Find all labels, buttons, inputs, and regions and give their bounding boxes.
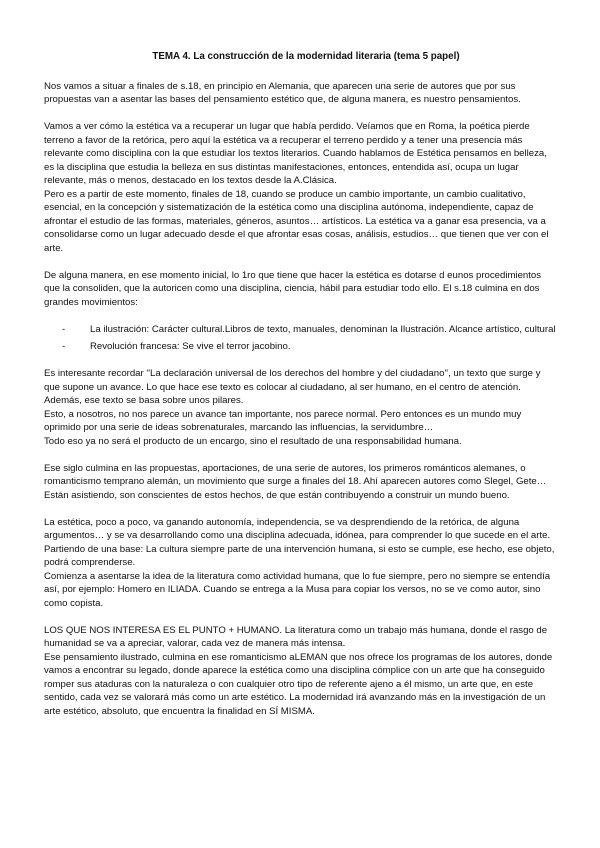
paragraph-actividad-humana: Comienza a asentarse la idea de la literatura como actividad humana, que lo fue siempre, pero no siempre se entendía así, por ejemplo: Homero en ILIADA. Cuando se entrega a la Musa para copiar los versos, no se ve como autor, sino como copista. [44, 570, 551, 609]
list-item-revolucion: - Revolución francesa: Se vive el terror jacobino. [80, 340, 556, 354]
document-title: TEMA 4. La construcción de la modernidad literaria (tema 5 papel) [152, 51, 460, 62]
paragraph-autonomia: La estética, poco a poco, va ganando autonomía, independencia, se va desprendiendo de la retórica, de alguna argumentos… y se va desarrollando como una disciplina adecuada, idónea, para comprender lo que sucede en el arte. Partiendo de una base: La cultura siempre parte de una intervención humana, si esto se cumple, ese hecho, ese objeto, podrá comprenderse. [44, 516, 555, 568]
paragraph-responsabilidad: Todo eso ya no será el producto de un encargo, sino el resultado de una responsabilidad humana. [44, 435, 462, 447]
paragraph-avance: Esto, a nosotros, no nos parece un avance tan importante, nos parece normal. Pero entonces es un mundo muy oprimido por una serie de ideas sobrenaturales, marcando las influencias, la servidumbre… [44, 408, 522, 433]
paragraph-aesthetics: Vamos a ver cómo la estética va a recuperar un lugar que había perdido. Veíamos que en Roma, la poética pierde terreno a favor de la retórica, pero aquí la estética va a recuperar el terreno perdido y a tener una presencia más relevante como disciplina con la que estudiar los textos literarios. Cuando hablamos de Estética pensamos en belleza, es la disciplina que estudia la belleza en sus distintas manifestaciones, entonces, entendida así, ocupa un lugar relevante, más o menos, destacado en los textos desde la A.Clásica. [44, 121, 547, 186]
paragraph-change: Pero es a partir de este momento, finales de 18, cuando se produce un cambio importante, un cambio cualitativo, esencial, en la concepción y sistematización de la estética como una disciplina autónoma, independiente, capaz de afrontar el estudio de las formas, materiales, géneros, asuntos… artísticos. La estética va a ganar esa presencia, va a consolidarse como un lugar adecuado desde el que afrontar esas cosas, análisis, estudios… que tienen que ver con el arte. [44, 188, 549, 254]
list-item-ilustracion: - La ilustración: Carácter cultural.Libros de texto, manuales, denominan la Ilustración. Alcance artístico, cultural [80, 323, 556, 337]
paragraph-punto-humano: LOS QUE NOS INTERESA ES EL PUNTO + HUMANO. La literatura como un trabajo más humana, donde el rasgo de humanidad se va a apreciar, valorar, cada vez de manera más intensa. [44, 624, 548, 649]
paragraph-movements: De alguna manera, en ese momento inicial, lo 1ro que tiene que hacer la estética es dotarse d eunos procedimientos que la consoliden, que la autoricen como una disciplina, ciencia, hábil para estudiar todo ello. El s.18 culmina en dos grandes movimientos: [44, 269, 542, 308]
paragraph-declaracion: Es interesante recordar ''La declaración universal de los derechos del hombre y del ciudadano'', un texto que surge y que supone un avance. Lo que hace ese texto es colocar al ciudadano, al ser humano, en el centro de atención. Además, ese texto se basa sobre unos pilares. [44, 368, 541, 406]
paragraph-romanticos: Ese siglo culmina en las propuestas, aportaciones, de una serie de autores, los primeros románticos alemanes, o romanticismo temprano alemán, un movimiento que surge a finales del 18. Ahí aparecen autores como Slegel, Gete… Están asistiendo, son conscientes de estos hechos, de que están contribuyendo a construir un mundo bueno. [44, 462, 547, 501]
movements-list [44, 323, 556, 354]
paragraph-intro: Nos vamos a situar a finales de s.18, en principio en Alemania, que aparecen una serie de autores que por sus propuestas van a asentar las bases del pensamiento estético que, de alguna manera, es nuestro pensamientos. [44, 80, 521, 105]
paragraph-romanticismo-aleman: Ese pensamiento ilustrado, culmina en ese romanticismo aLEMAN que nos ofrece los programas de los autores, donde vamos a encontrar su legado, donde aparece la estética como una disciplina cómplice con un arte que ha conseguido romper sus ataduras con la naturaleza o con cualquier otro tipo de referente ajeno a él mismo, un arte que, en este sentido, cada vez se valorará más como un arte estético. La modernidad irá avanzando más en la investigación de un arte estético, absoluto, que encuentra la finalidad en SÍ MISMA. [44, 651, 553, 717]
